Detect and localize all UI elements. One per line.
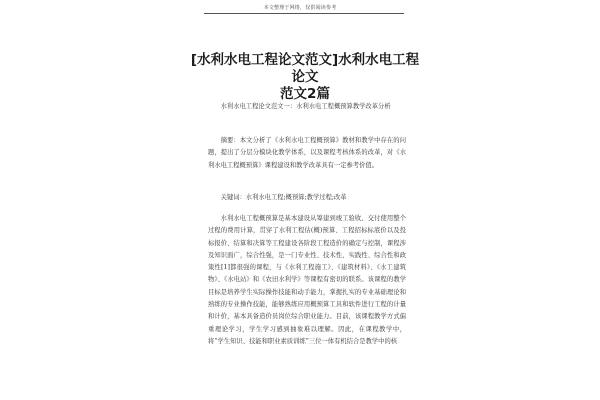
paragraph-text: 水利水电工程概预算是基本建设从筹建到竣工验收、交付使用整个过程的费用计算，贯穿了水利工程估(概)预算、工程招标标底价以及投标报价、结算和决算等工程建设各阶段工程造价的确定与控制，课程涉及知识面广，综合性强，是一门专业性、技术性、实践性、综合性和政策性[1]都很强的课程，与《水利工程施工》、《建筑材料》、《水工建筑物》、《水电站》和《农田水利学》等课程有密切的联系。该课程的教学目标是培养学生实际操作技能和动手能力，掌握扎实的专业基础理论和熟练的专业操作技能，能够熟练应用概预算工具和软件进行工程的计量和计价，基本具备造价员岗位综合职业能力。目前，该课程教学方式偏重理论学习，学生学习感到抽象难以理解。因此，在课程教学中，将“学生知识、技能和职业素质训练”三位一体有机结合是教学中的核 <box>208 215 406 345</box>
paragraph-text: 摘要：本文分析了《水利水电工程概预算》教材和教学中存在的问题，提出了分层分模块化教学体系，以及课程考核体系的改革，对《水利水电工程概预算》课程建设和教学改革具有一定参考价值。 <box>208 137 406 169</box>
paragraph-abstract <box>208 135 406 172</box>
paragraph-text: 关键词：水利水电工程;概预算;教学过程;改革 <box>220 194 347 201</box>
document-title <box>190 52 420 103</box>
paragraph-keywords <box>208 192 406 204</box>
document-title-line-2: 范文2篇 <box>280 86 330 102</box>
paragraph-body <box>208 213 406 348</box>
document-title-line-1: [水利水电工程论文范文]水利水电工程论文 <box>190 52 420 85</box>
header-divider <box>204 13 404 14</box>
paragraph-subtitle <box>208 101 406 113</box>
header-note: 本文整理于网络，仅供阅读参考 <box>263 5 337 11</box>
paragraph-text: 水利水电工程论文范文一：水利水电工程概预算教学改革分析 <box>220 103 391 110</box>
